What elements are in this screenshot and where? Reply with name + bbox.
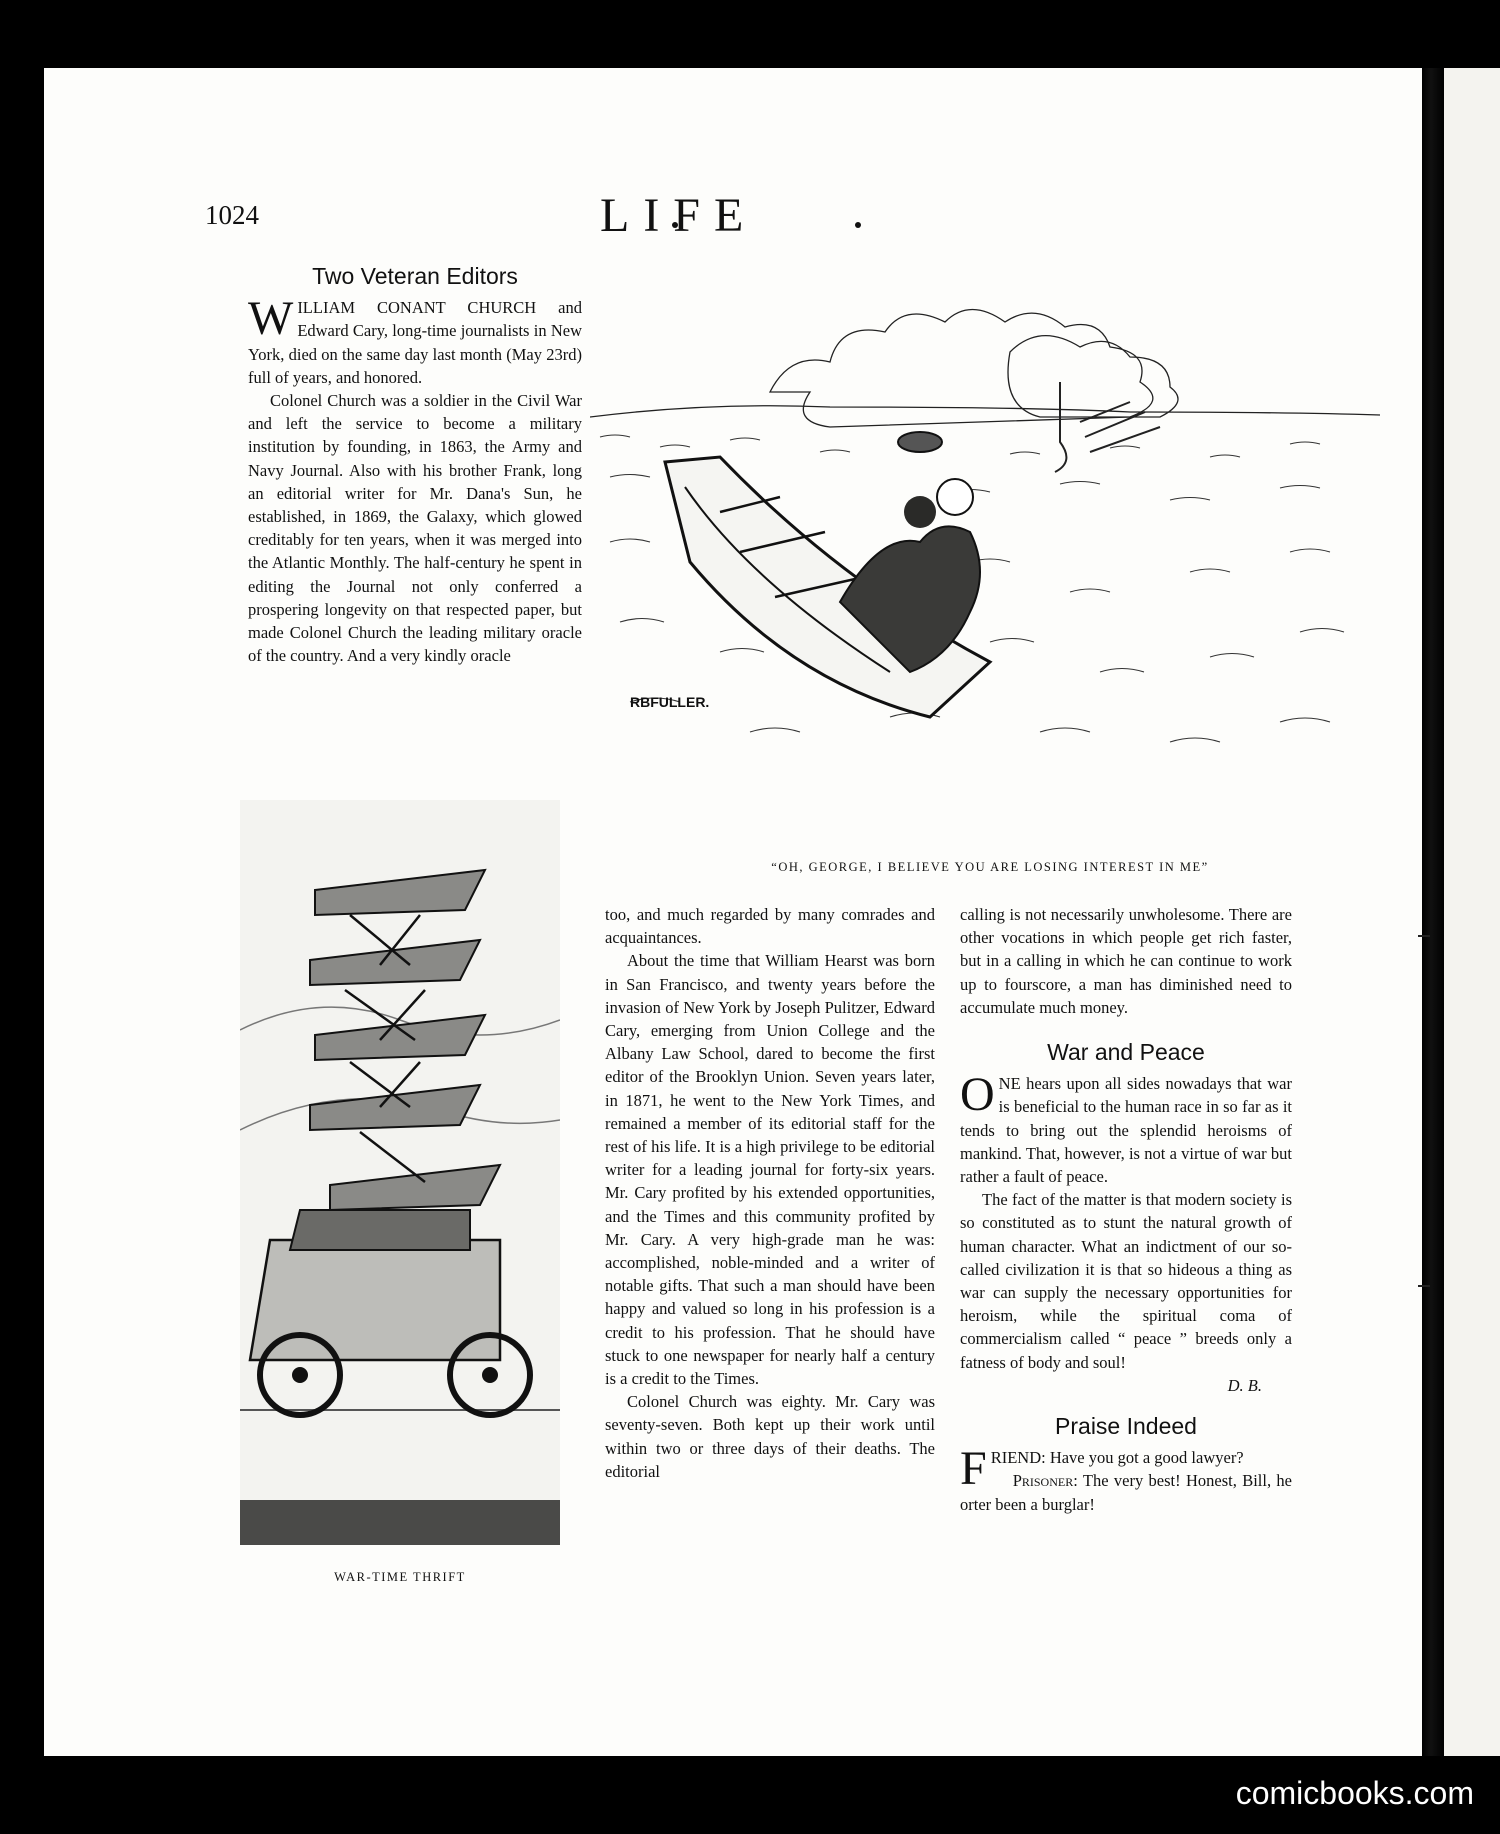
article-continuation-column [605,903,935,1483]
article-paragraph [960,1068,1292,1188]
car-caption: WAR-TIME THRIFT [334,1570,466,1584]
page-edge-mark [1418,1285,1430,1287]
page-gutter [1422,68,1444,1756]
car-illustration [240,800,560,1545]
dialogue-line [960,1469,1292,1515]
drop-cap: F [960,1442,987,1496]
artist-signature: RBFULLER. [630,694,710,710]
article-paragraph: Colonel Church was a soldier in the Civil War and left the service to become a military institution by founding, in 1863, the Army and Navy Journal. Also with his brother Frank, long an editorial writer for Mr. Dana's Sun, he established, in 1869, the Galaxy, which glowed creditably for ten years, when it was merged into the Atlantic Monthly. The half-century he spent in editing the Journal not only conferred a prospering longevity on that respected paper, but made Colonel Church the leading military oracle of the country. And a very kindly oracle [248,391,582,666]
article-paragraph: too, and much regarded by many comrades and acquaintances. [605,905,935,948]
boat-caption: “OH, GEORGE, I BELIEVE YOU ARE LOSING INTEREST IN ME” [771,860,1209,874]
speaker-label: Prisoner: [1012,1471,1078,1491]
dialogue-text: The very best! Honest, Bill, he orter been a burglar! [960,1471,1293,1514]
article-paragraph: Colonel Church was eighty. Mr. Cary was seventy-seven. Both kept up their work until within two or three days of their deaths. The editorial [605,1392,935,1481]
article-title: War and Peace [1047,1039,1205,1066]
boat-illustration [590,262,1390,847]
masthead-dot [855,222,861,228]
drop-cap: W [248,292,294,346]
article-two-veteran-editors [248,265,582,667]
article-title: Praise Indeed [1055,1413,1197,1440]
article-title: Two Veteran Editors [312,263,518,289]
masthead: LIFE [600,189,758,242]
watermark: comicbooks.com [1235,1775,1474,1811]
author-signature: D. B. [1227,1375,1262,1395]
paragraph-text: ILLIAM CONANT CHURCH and Edward Cary, long-time journalists in New York, died on the same day last month (May 23rd) full of years, and honored. [248,298,582,387]
article-paragraph [248,292,582,389]
facing-page-edge [1444,68,1500,1756]
page-edge-mark [1418,935,1430,937]
paragraph-text: NE hears upon all sides nowadays that war is beneficial to the human race in so far as it tends to bring out the splendid heroisms of mankind. That, however, is not a virtue of war but rather a fault of peace. [960,1074,1292,1187]
page-number: 1024 [205,200,259,230]
right-column [960,903,1292,1516]
article-paragraph: The fact of the matter is that modern society is so constituted as to stunt the natural growth of human character. What an indictment of our so-called civilization it is that so hideous a thing as war can supply the necessary opportunities for heroism, while the spiritual coma of commercialism called “ peace ” breeds only a fatness of body and soul! [960,1190,1292,1372]
article-paragraph: calling is not necessarily unwholesome. There are other vocations in which people get rich faster, but in a calling in which he can continue to work up to fourscore, a man has diminished need to accumulate much money. [960,905,1292,1017]
article-paragraph: About the time that William Hearst was born in San Francisco, and twenty years before the invasion of New York by Joseph Pulitzer, Edward Cary, emerging from Union College and the Albany Law School, dared to become the first editor of the Brooklyn Union. Seven years later, in 1871, he went to the New York Times, and remained a member of its editorial staff for the rest of his life. It is a high privilege to be editorial writer for a leading journal for forty-six years. Mr. Cary profited by his extended opportunities, and the Times and this community profited by Mr. Cary. A very high-grade man he was: accomplished, noble-minded and a writer of notable gifts. That such a man should have been happy and valued so long in his profession is a credit to his profession. That he should have stuck to one newspaper for nearly half a century is a credit to the Times. [605,951,935,1389]
drop-cap: O [960,1068,995,1122]
dialogue-text: RIEND: Have you got a good lawyer? [990,1448,1244,1468]
